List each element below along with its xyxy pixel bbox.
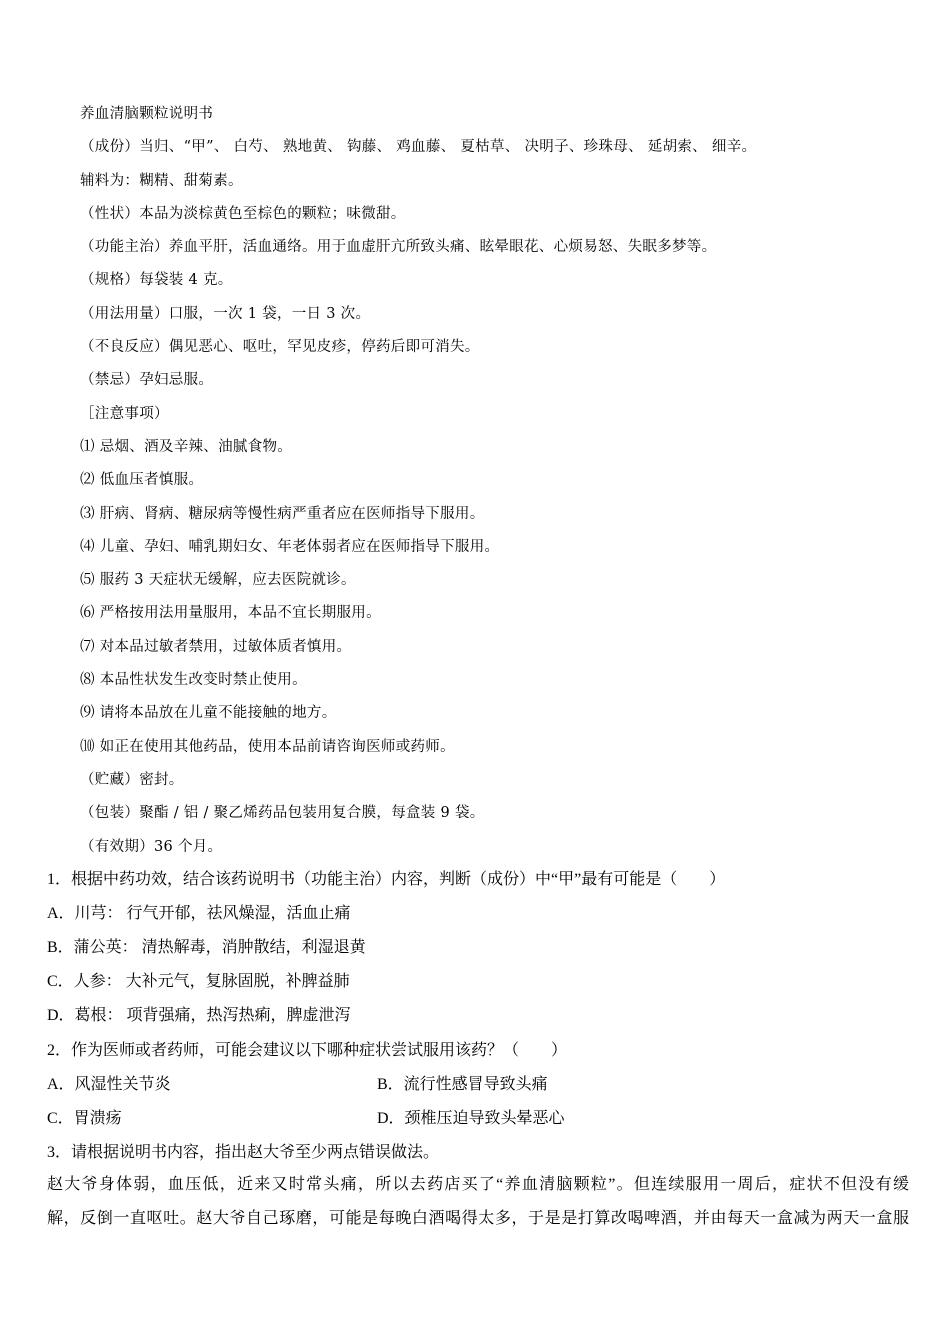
- insert-line: （不良反应）偶见恶心、呕吐，罕见皮疹，停药后即可消失。: [80, 339, 480, 356]
- insert-line: ⑹ 严格按用法用量服用，本品不宜长期服用。: [80, 605, 381, 622]
- question-1-option-d[interactable]: D．葛根： 项背强痛，热泻热痢，脾虚泄泻: [47, 1007, 351, 1024]
- insert-line: ⑷ 儿童、孕妇、哺乳期妇女、年老体弱者应在医师指导下服用。: [80, 538, 500, 555]
- insert-line: （贮藏）密封。: [80, 771, 184, 788]
- medicine-insert: [80, 98, 910, 864]
- insert-line: ⑴ 忌烟、酒及辛辣、油腻食物。: [80, 438, 293, 455]
- insert-line: （包装）聚酯 / 铝 / 聚乙烯药品包装用复合膜，每盒装 9 袋。: [80, 805, 485, 822]
- insert-line: （用法用量）口服，一次 1 袋，一日 3 次。: [80, 305, 371, 322]
- question-2-options-row: [47, 1105, 917, 1128]
- question-1-stem: 1．根据中药功效，结合该药说明书（功能主治）内容，判断（成份）中“甲”最有可能是（ ）: [47, 871, 726, 888]
- insert-line: ［注意事项）: [80, 405, 169, 422]
- insert-line: ⑶ 肝病、肾病、糖尿病等慢性病严重者应在医师指导下服用。: [80, 505, 485, 522]
- insert-line: ⑽ 如正在使用其他药品，使用本品前请咨询医师或药师。: [80, 738, 455, 755]
- insert-line: （功能主治）养血平肝，活血通络。用于血虚肝亢所致头痛、眩晕眼花、心烦易怒、失眠多梦等。: [80, 239, 717, 256]
- insert-line: 辅料为：糊精、甜菊素。: [80, 172, 243, 189]
- insert-line: （性状）本品为淡棕黄色至棕色的颗粒；味微甜。: [80, 205, 406, 222]
- insert-line: （有效期）36 个月。: [80, 838, 223, 855]
- question-2-options-row: [47, 1071, 917, 1094]
- insert-line: ⑼ 请将本品放在儿童不能接触的地方。: [80, 705, 337, 722]
- insert-line: （禁忌）孕妇忌服。: [80, 372, 214, 389]
- question-3-paragraph-line: 赵大爷身体弱，血压低，近来又时常头痛，所以去药店买了“养血清脑颗粒”。但连续服用一周后，症状不但没有缓: [47, 1176, 909, 1193]
- insert-line: ⑺ 对本品过敏者禁用，过敏体质者慎用。: [80, 638, 352, 655]
- insert-line: ⑻ 本品性状发生改变时禁止使用。: [80, 672, 307, 689]
- question-2-stem: 2．作为医师或者药师，可能会建议以下哪种症状尝试服用该药？（ ）: [47, 1042, 568, 1059]
- question-1-option-b[interactable]: B．蒲公英： 清热解毒，消肿散结，利湿退黄: [47, 939, 366, 956]
- question-2-option-c[interactable]: C．胃溃疡: [47, 1110, 122, 1127]
- question-2-option-b[interactable]: B．流行性感冒导致头痛: [377, 1076, 548, 1093]
- insert-line: （规格）每袋装 4 克。: [80, 272, 233, 289]
- insert-line: ⑸ 服药 3 天症状无缓解，应去医院就诊。: [80, 572, 356, 589]
- insert-line: ⑵ 低血压者慎服。: [80, 472, 204, 489]
- question-3-paragraph-line: 解，反倒一直呕吐。赵大爷自己琢磨，可能是每晚白酒喝得太多，于是是打算改喝啤酒，并由每天一盒减为两天一盒服: [47, 1210, 909, 1227]
- question-3-stem: 3．请根据说明书内容，指出赵大爷至少两点错误做法。: [47, 1144, 440, 1161]
- question-2-option-a[interactable]: A．风湿性关节炎: [47, 1076, 171, 1093]
- insert-line: （成份）当归、“甲”、 白芍、 熟地黄、 钩藤、 鸡血藤、 夏枯草、 决明子、珍珠母、 延胡索、 细辛。: [80, 139, 757, 156]
- question-1-option-a[interactable]: A．川芎： 行气开郁，祛风燥湿，活血止痛: [47, 905, 351, 922]
- insert-title: 养血清脑颗粒说明书: [80, 106, 214, 122]
- question-2-option-d[interactable]: D．颈椎压迫导致头晕恶心: [377, 1110, 565, 1127]
- question-1-option-c[interactable]: C．人参： 大补元气，复脉固脱，补脾益肺: [47, 973, 350, 990]
